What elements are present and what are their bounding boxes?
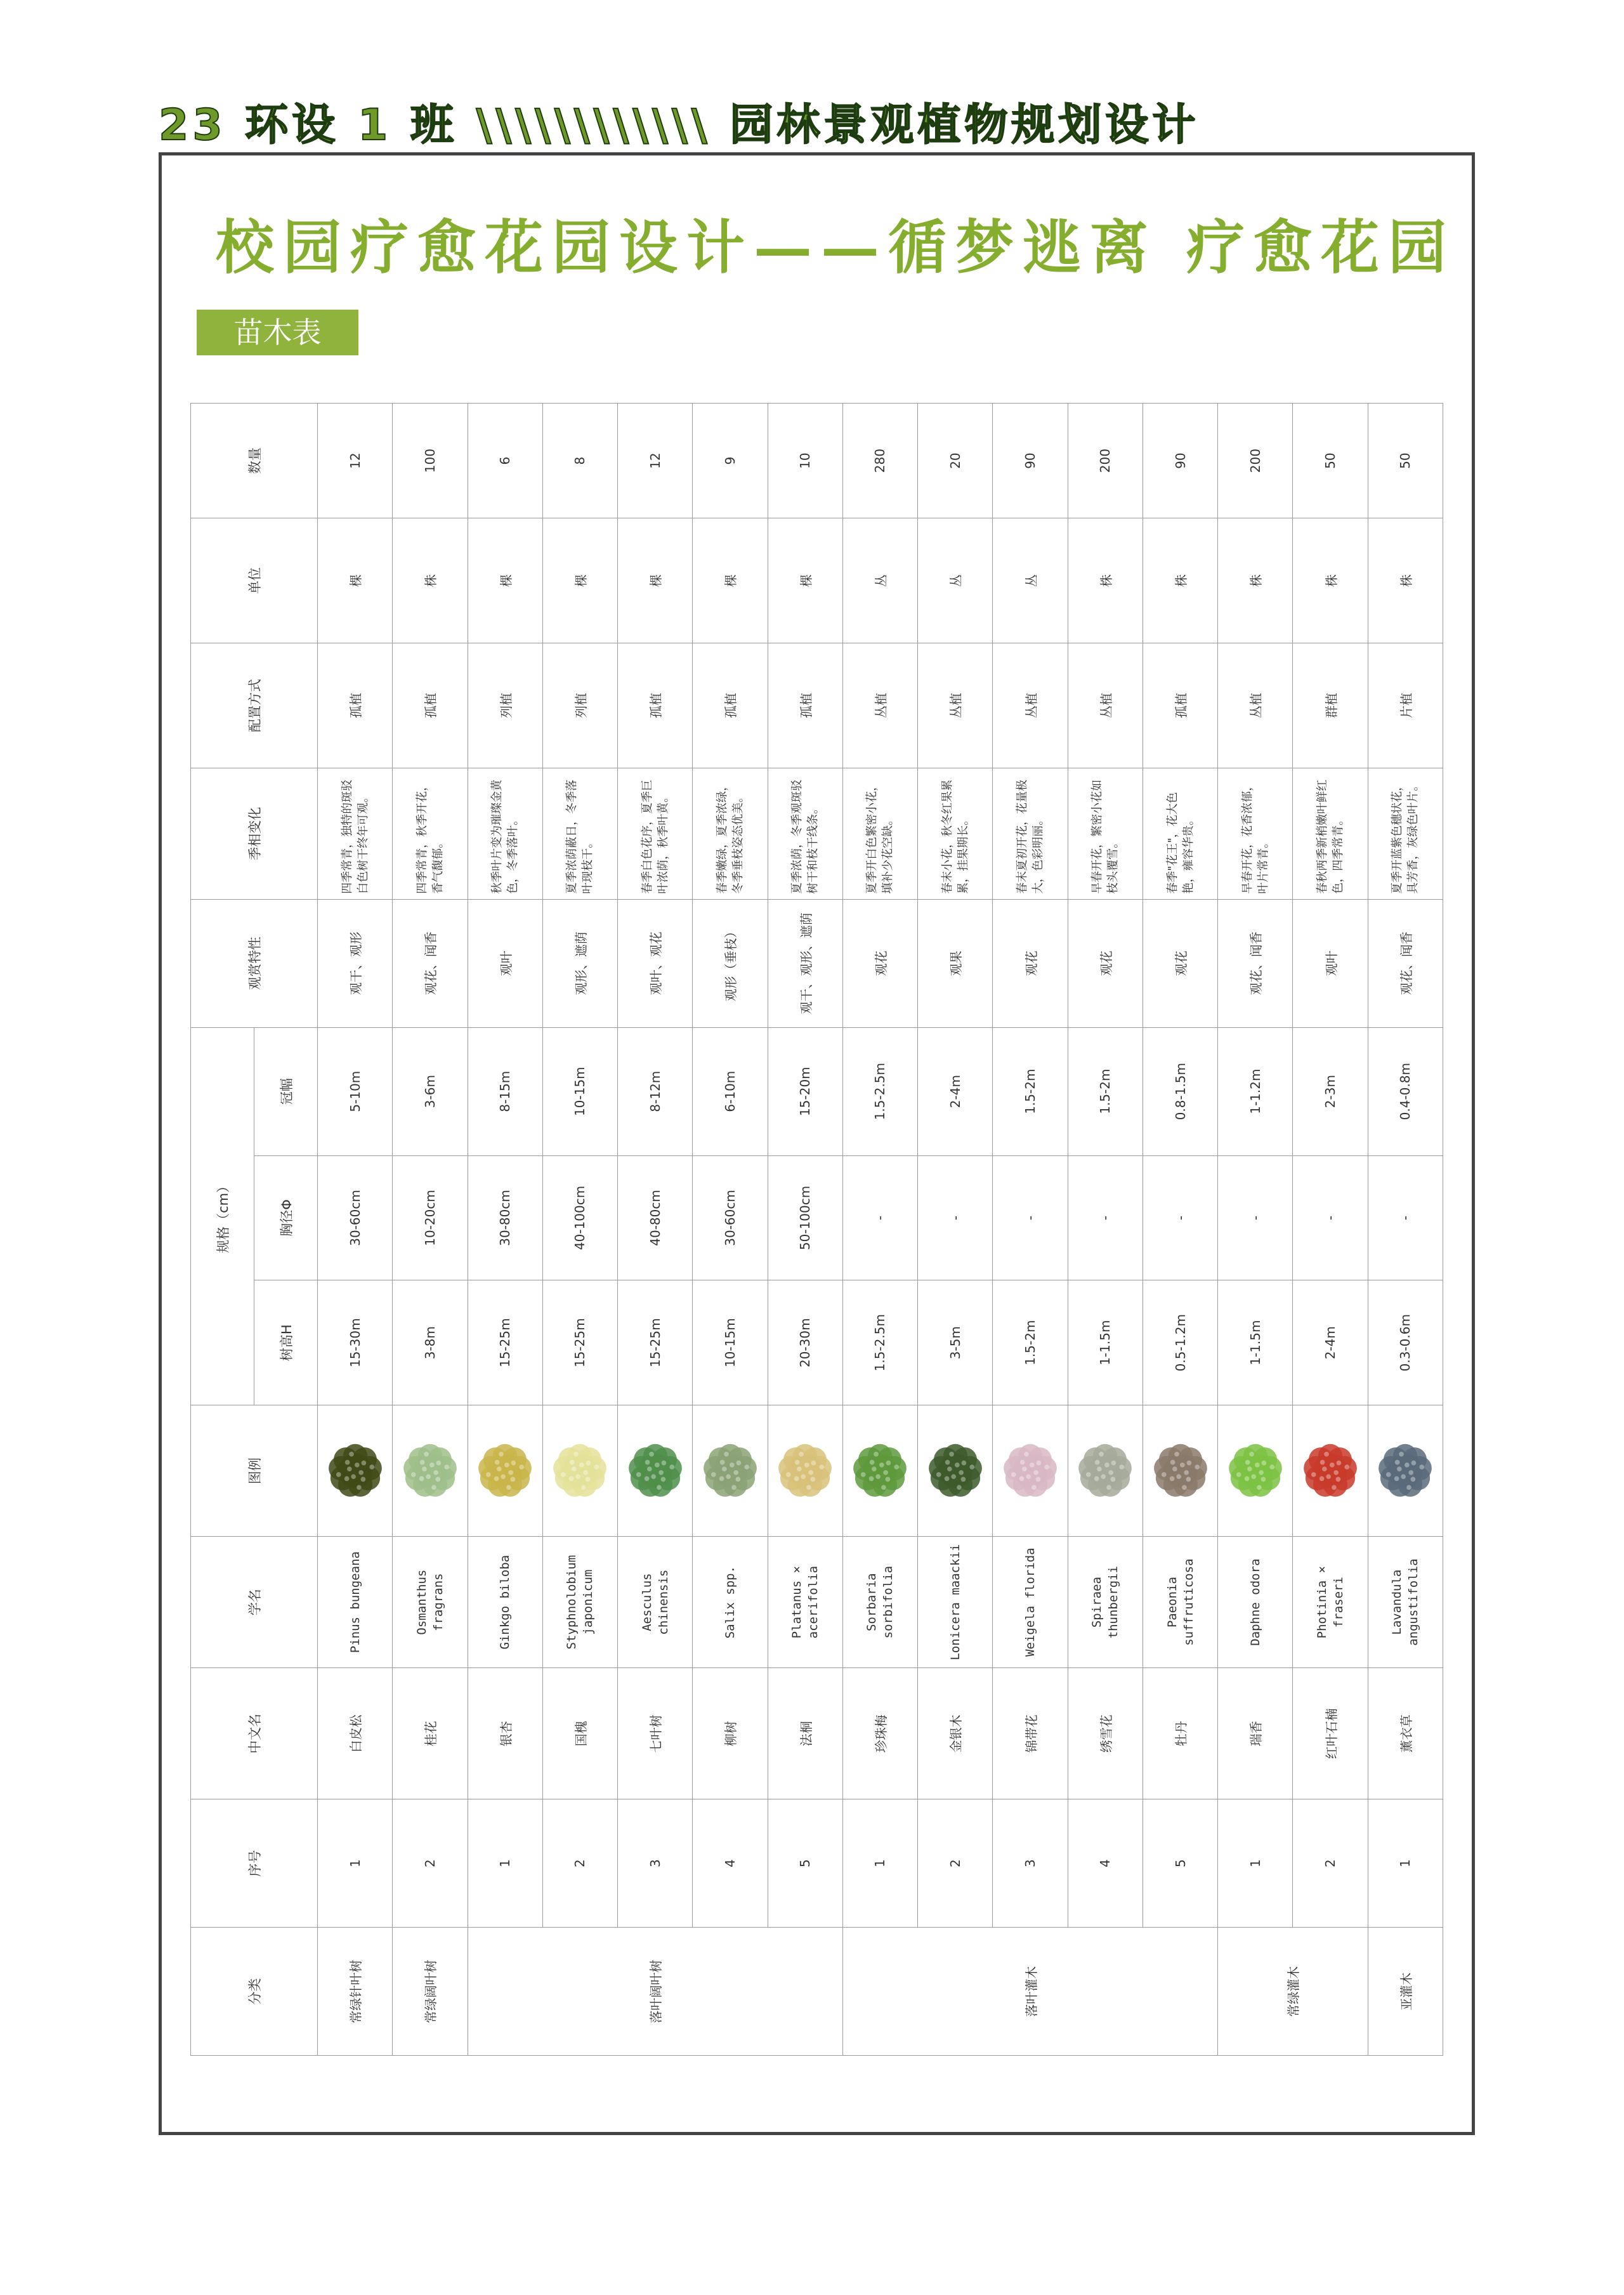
cell-height: 0.3-0.6m bbox=[1368, 1280, 1443, 1405]
honeysuckle-shrub-icon bbox=[925, 1440, 986, 1501]
cell-layout: 丛植 bbox=[842, 643, 917, 768]
plane-canopy-icon bbox=[775, 1440, 835, 1501]
table-row bbox=[1068, 404, 1143, 2056]
header-unit: 单位 bbox=[191, 518, 318, 643]
cell-crown: 1.5-2.5m bbox=[842, 1027, 917, 1155]
cell-unit: 棵 bbox=[468, 518, 542, 643]
cell-cn-name: 锦带花 bbox=[993, 1668, 1068, 1799]
table-row bbox=[393, 404, 468, 2056]
nursery-table-wrapper bbox=[190, 403, 1443, 2056]
cell-category: 亚灌木 bbox=[1368, 1928, 1443, 2056]
cell-dbh: - bbox=[1293, 1155, 1368, 1280]
cell-season: 春秋两季新梢嫩叶鲜红色，四季常青。 bbox=[1293, 768, 1368, 899]
sorbaria-shrub-icon bbox=[849, 1440, 910, 1501]
cell-cn-name: 白皮松 bbox=[318, 1668, 393, 1799]
cell-feature: 观花 bbox=[842, 899, 917, 1027]
cell-latin-name: Platanus × acerifolia bbox=[768, 1537, 842, 1668]
cell-latin-name: Lavandula angustifolia bbox=[1368, 1537, 1443, 1668]
table-row bbox=[993, 404, 1068, 2056]
cell-dbh: - bbox=[918, 1155, 993, 1280]
cell-latin-name: Salix spp. bbox=[693, 1537, 768, 1668]
cell-legend bbox=[1218, 1405, 1293, 1537]
cell-layout: 孤植 bbox=[318, 643, 393, 768]
peony-shrub-icon bbox=[1150, 1440, 1211, 1501]
header-category: 分类 bbox=[191, 1928, 318, 2056]
cell-qty: 12 bbox=[618, 404, 693, 518]
table-row bbox=[1368, 404, 1443, 2056]
cell-unit: 株 bbox=[1293, 518, 1368, 643]
cell-crown: 1.5-2m bbox=[1068, 1027, 1143, 1155]
table-row bbox=[842, 404, 917, 2056]
cell-height: 1.5-2m bbox=[993, 1280, 1068, 1405]
cell-feature: 观叶、观花 bbox=[618, 899, 693, 1027]
cell-feature: 观干、观形 bbox=[318, 899, 393, 1027]
cell-latin-name: Photinia × fraseri bbox=[1293, 1537, 1368, 1668]
nursery-table bbox=[190, 403, 1443, 2056]
cell-layout: 丛植 bbox=[918, 643, 993, 768]
cell-dbh: - bbox=[842, 1155, 917, 1280]
cell-category: 常绿灌木 bbox=[1218, 1928, 1368, 2056]
cell-feature: 观形（垂枝） bbox=[693, 899, 768, 1027]
cell-latin-name: Osmanthus fragrans bbox=[393, 1537, 468, 1668]
cell-season: 夏季开白色繁密小花，填补少花空缺。 bbox=[842, 768, 917, 899]
cell-latin-name: Paeonia suffruticosa bbox=[1143, 1537, 1217, 1668]
cell-dbh: 30-80cm bbox=[468, 1155, 542, 1280]
cell-cn-name: 柳树 bbox=[693, 1668, 768, 1799]
header-latin-name: 学名 bbox=[191, 1537, 318, 1668]
cell-feature: 观干、观形、遮荫 bbox=[768, 899, 842, 1027]
cell-feature: 观花、闻香 bbox=[1218, 899, 1293, 1027]
cell-qty: 50 bbox=[1293, 404, 1368, 518]
cell-index: 5 bbox=[768, 1799, 842, 1928]
header-spec: 规格（cm） bbox=[191, 1027, 254, 1405]
cell-crown: 10-15m bbox=[542, 1027, 617, 1155]
cell-cn-name: 牡丹 bbox=[1143, 1668, 1217, 1799]
cell-qty: 8 bbox=[542, 404, 617, 518]
header-season: 季相变化 bbox=[191, 768, 318, 899]
cell-season: 早春开花，繁密小花如枝头覆雪。 bbox=[1068, 768, 1143, 899]
cell-unit: 棵 bbox=[693, 518, 768, 643]
cell-dbh: 30-60cm bbox=[693, 1155, 768, 1280]
cell-latin-name: Weigela florida bbox=[993, 1537, 1068, 1668]
cell-legend bbox=[618, 1405, 693, 1537]
cell-dbh: - bbox=[1218, 1155, 1293, 1280]
cell-cn-name: 瑞香 bbox=[1218, 1668, 1293, 1799]
cell-cn-name: 银杏 bbox=[468, 1668, 542, 1799]
table-body bbox=[318, 404, 1443, 2056]
cell-layout: 列植 bbox=[542, 643, 617, 768]
cell-feature: 观花 bbox=[993, 899, 1068, 1027]
header-crown: 冠幅 bbox=[254, 1027, 318, 1155]
table-row bbox=[1143, 404, 1217, 2056]
cell-index: 3 bbox=[618, 1799, 693, 1928]
cell-qty: 90 bbox=[1143, 404, 1217, 518]
cell-qty: 280 bbox=[842, 404, 917, 518]
table-row bbox=[1218, 404, 1293, 2056]
cell-qty: 90 bbox=[993, 404, 1068, 518]
cell-crown: 2-3m bbox=[1293, 1027, 1368, 1155]
cell-cn-name: 红叶石楠 bbox=[1293, 1668, 1368, 1799]
cell-height: 10-15m bbox=[693, 1280, 768, 1405]
pine-canopy-icon bbox=[325, 1440, 386, 1501]
cell-qty: 12 bbox=[318, 404, 393, 518]
cell-unit: 棵 bbox=[618, 518, 693, 643]
cell-unit: 丛 bbox=[993, 518, 1068, 643]
osmanthus-canopy-icon bbox=[400, 1440, 461, 1501]
cell-index: 2 bbox=[393, 1799, 468, 1928]
cell-height: 2-4m bbox=[1293, 1280, 1368, 1405]
cell-cn-name: 七叶树 bbox=[618, 1668, 693, 1799]
table-row bbox=[918, 404, 993, 2056]
cell-height: 1-1.5m bbox=[1068, 1280, 1143, 1405]
willow-canopy-icon bbox=[700, 1440, 761, 1501]
cell-dbh: - bbox=[1143, 1155, 1217, 1280]
cell-legend bbox=[842, 1405, 917, 1537]
header-cn-name: 中文名 bbox=[191, 1668, 318, 1799]
cell-cn-name: 法桐 bbox=[768, 1668, 842, 1799]
cell-crown: 8-15m bbox=[468, 1027, 542, 1155]
cell-latin-name: Styphnolobium japonicum bbox=[542, 1537, 617, 1668]
cell-season: 四季常青，独特的斑驳白色树干终年可观。 bbox=[318, 768, 393, 899]
cell-height: 20-30m bbox=[768, 1280, 842, 1405]
cell-index: 1 bbox=[1218, 1799, 1293, 1928]
cell-crown: 0.4-0.8m bbox=[1368, 1027, 1443, 1155]
cell-crown: 0.8-1.5m bbox=[1143, 1027, 1217, 1155]
cell-layout: 孤植 bbox=[1143, 643, 1217, 768]
cell-dbh: 10-20cm bbox=[393, 1155, 468, 1280]
table-row bbox=[318, 404, 393, 2056]
cell-dbh: - bbox=[993, 1155, 1068, 1280]
cell-crown: 3-6m bbox=[393, 1027, 468, 1155]
cell-latin-name: Sorbaria sorbifolia bbox=[842, 1537, 917, 1668]
cell-index: 4 bbox=[1068, 1799, 1143, 1928]
cell-crown: 2-4m bbox=[918, 1027, 993, 1155]
cell-legend bbox=[393, 1405, 468, 1537]
table-row bbox=[542, 404, 617, 2056]
cell-feature: 观叶 bbox=[468, 899, 542, 1027]
header-dbh: 胸径Φ bbox=[254, 1155, 318, 1280]
cell-unit: 棵 bbox=[768, 518, 842, 643]
cell-height: 15-25m bbox=[468, 1280, 542, 1405]
cell-qty: 100 bbox=[393, 404, 468, 518]
cell-legend bbox=[693, 1405, 768, 1537]
cell-season: 春末小花，秋冬红果累累，挂果期长。 bbox=[918, 768, 993, 899]
cell-latin-name: Spiraea thunbergii bbox=[1068, 1537, 1143, 1668]
cell-unit: 株 bbox=[1368, 518, 1443, 643]
cell-crown: 15-20m bbox=[768, 1027, 842, 1155]
cell-latin-name: Lonicera maackii bbox=[918, 1537, 993, 1668]
cell-feature: 观花、闻香 bbox=[393, 899, 468, 1027]
cell-cn-name: 薰衣草 bbox=[1368, 1668, 1443, 1799]
cell-legend bbox=[993, 1405, 1068, 1537]
weigela-shrub-icon bbox=[1000, 1440, 1061, 1501]
cell-unit: 丛 bbox=[918, 518, 993, 643]
cell-season: 秋季叶片变为璀璨金黄色，冬季落叶。 bbox=[468, 768, 542, 899]
cell-height: 0.5-1.2m bbox=[1143, 1280, 1217, 1405]
cell-layout: 群植 bbox=[1293, 643, 1368, 768]
cell-unit: 棵 bbox=[318, 518, 393, 643]
cell-season: 四季常青，秋季开花，香气馥郁。 bbox=[393, 768, 468, 899]
cell-crown: 1-1.2m bbox=[1218, 1027, 1293, 1155]
cell-layout: 孤植 bbox=[618, 643, 693, 768]
cell-latin-name: Daphne odora bbox=[1218, 1537, 1293, 1668]
cell-season: 春末夏初开花，花量极大，色彩明丽。 bbox=[993, 768, 1068, 899]
cell-season: 夏季浓荫蔽日，冬季落叶现枝干。 bbox=[542, 768, 617, 899]
cell-layout: 列植 bbox=[468, 643, 542, 768]
cell-unit: 株 bbox=[1143, 518, 1217, 643]
cell-cn-name: 金银木 bbox=[918, 1668, 993, 1799]
cell-height: 15-25m bbox=[542, 1280, 617, 1405]
cell-feature: 观形、遮荫 bbox=[542, 899, 617, 1027]
cell-index: 5 bbox=[1143, 1799, 1217, 1928]
locust-canopy-icon bbox=[549, 1440, 610, 1501]
cell-layout: 孤植 bbox=[693, 643, 768, 768]
cell-index: 1 bbox=[318, 1799, 393, 1928]
cell-crown: 8-12m bbox=[618, 1027, 693, 1155]
cell-index: 1 bbox=[842, 1799, 917, 1928]
cell-dbh: 30-60cm bbox=[318, 1155, 393, 1280]
cell-legend bbox=[542, 1405, 617, 1537]
page-title: 校园疗愈花园设计——循梦逃离 疗愈花园 bbox=[216, 213, 1456, 282]
cell-season: 春季"花王"，花大色艳，雍容华贵。 bbox=[1143, 768, 1217, 899]
cell-index: 3 bbox=[993, 1799, 1068, 1928]
cell-layout: 丛植 bbox=[1218, 643, 1293, 768]
course-header: 23 环设 1 班 \\\\\\\\\\\\ 园林景观植物规划设计 bbox=[159, 100, 1200, 150]
cell-feature: 观花 bbox=[1143, 899, 1217, 1027]
table-row bbox=[1293, 404, 1368, 2056]
section-tag: 苗木表 bbox=[197, 310, 358, 355]
cell-dbh: - bbox=[1068, 1155, 1143, 1280]
photinia-shrub-icon bbox=[1300, 1440, 1361, 1501]
cell-qty: 6 bbox=[468, 404, 542, 518]
cell-legend bbox=[1293, 1405, 1368, 1537]
cell-unit: 丛 bbox=[842, 518, 917, 643]
cell-qty: 200 bbox=[1068, 404, 1143, 518]
daphne-shrub-icon bbox=[1225, 1440, 1286, 1501]
cell-feature: 观叶 bbox=[1293, 899, 1368, 1027]
cell-legend bbox=[768, 1405, 842, 1537]
cell-feature: 观花、闻香 bbox=[1368, 899, 1443, 1027]
cell-layout: 丛植 bbox=[993, 643, 1068, 768]
cell-height: 15-25m bbox=[618, 1280, 693, 1405]
cell-crown: 6-10m bbox=[693, 1027, 768, 1155]
cell-layout: 孤植 bbox=[768, 643, 842, 768]
cell-latin-name: Ginkgo biloba bbox=[468, 1537, 542, 1668]
cell-cn-name: 桂花 bbox=[393, 1668, 468, 1799]
cell-feature: 观果 bbox=[918, 899, 993, 1027]
cell-index: 2 bbox=[918, 1799, 993, 1928]
cell-index: 2 bbox=[1293, 1799, 1368, 1928]
cell-season: 春季白色花序，夏季巨叶浓荫，秋季叶黄。 bbox=[618, 768, 693, 899]
cell-layout: 片植 bbox=[1368, 643, 1443, 768]
cell-height: 1.5-2.5m bbox=[842, 1280, 917, 1405]
cell-season: 夏季开蓝紫色穗状花，具芳香，灰绿色叶片。 bbox=[1368, 768, 1443, 899]
cell-dbh: 50-100cm bbox=[768, 1155, 842, 1280]
cell-legend bbox=[1068, 1405, 1143, 1537]
cell-unit: 棵 bbox=[542, 518, 617, 643]
cell-height: 1-1.5m bbox=[1218, 1280, 1293, 1405]
cell-legend bbox=[318, 1405, 393, 1537]
cell-qty: 200 bbox=[1218, 404, 1293, 518]
cell-layout: 丛植 bbox=[1068, 643, 1143, 768]
cell-unit: 株 bbox=[1068, 518, 1143, 643]
cell-category: 落叶灌木 bbox=[842, 1928, 1217, 2056]
ginkgo-canopy-icon bbox=[475, 1440, 535, 1501]
header-feature: 观赏特性 bbox=[191, 899, 318, 1027]
cell-legend bbox=[918, 1405, 993, 1537]
header-legend: 图例 bbox=[191, 1405, 318, 1537]
cell-qty: 50 bbox=[1368, 404, 1443, 518]
header-height: 树高H bbox=[254, 1280, 318, 1405]
cell-cn-name: 珍珠梅 bbox=[842, 1668, 917, 1799]
cell-height: 3-5m bbox=[918, 1280, 993, 1405]
table-row bbox=[618, 404, 693, 2056]
cell-category: 常绿阔叶树 bbox=[393, 1928, 468, 2056]
cell-cn-name: 国槐 bbox=[542, 1668, 617, 1799]
cell-crown: 1.5-2m bbox=[993, 1027, 1068, 1155]
cell-season: 夏季浓荫，冬季观斑驳树干和枝干线条。 bbox=[768, 768, 842, 899]
cell-index: 2 bbox=[542, 1799, 617, 1928]
cell-dbh: 40-100cm bbox=[542, 1155, 617, 1280]
cell-latin-name: Aesculus chinensis bbox=[618, 1537, 693, 1668]
cell-unit: 株 bbox=[1218, 518, 1293, 643]
cell-cn-name: 绣雪花 bbox=[1068, 1668, 1143, 1799]
cell-index: 4 bbox=[693, 1799, 768, 1928]
cell-dbh: 40-80cm bbox=[618, 1155, 693, 1280]
cell-season: 春季嫩绿，夏季浓绿，冬季垂枝姿态优美。 bbox=[693, 768, 768, 899]
cell-feature: 观花 bbox=[1068, 899, 1143, 1027]
cell-index: 1 bbox=[1368, 1799, 1443, 1928]
cell-dbh: - bbox=[1368, 1155, 1443, 1280]
table-row bbox=[693, 404, 768, 2056]
cell-unit: 株 bbox=[393, 518, 468, 643]
header-index: 序号 bbox=[191, 1799, 318, 1928]
cell-height: 15-30m bbox=[318, 1280, 393, 1405]
cell-height: 3-8m bbox=[393, 1280, 468, 1405]
cell-qty: 20 bbox=[918, 404, 993, 518]
cell-qty: 10 bbox=[768, 404, 842, 518]
lavender-subshrub-icon bbox=[1375, 1440, 1436, 1501]
table-row bbox=[768, 404, 842, 2056]
header-layout: 配置方式 bbox=[191, 643, 318, 768]
table-row bbox=[468, 404, 542, 2056]
cell-qty: 9 bbox=[693, 404, 768, 518]
cell-legend bbox=[1368, 1405, 1443, 1537]
cell-index: 1 bbox=[468, 1799, 542, 1928]
cell-layout: 孤植 bbox=[393, 643, 468, 768]
cell-crown: 5-10m bbox=[318, 1027, 393, 1155]
header-qty: 数量 bbox=[191, 404, 318, 518]
cell-category: 落叶阔叶树 bbox=[468, 1928, 842, 2056]
cell-latin-name: Pinus bungeana bbox=[318, 1537, 393, 1668]
cell-legend bbox=[1143, 1405, 1217, 1537]
cell-category: 常绿针叶树 bbox=[318, 1928, 393, 2056]
cell-season: 早春开花，花香浓郁，叶片常青。 bbox=[1218, 768, 1293, 899]
nursery-table-rotated bbox=[190, 403, 1443, 2056]
spiraea-shrub-icon bbox=[1075, 1440, 1136, 1501]
cell-legend bbox=[468, 1405, 542, 1537]
buckeye-canopy-icon bbox=[625, 1440, 686, 1501]
